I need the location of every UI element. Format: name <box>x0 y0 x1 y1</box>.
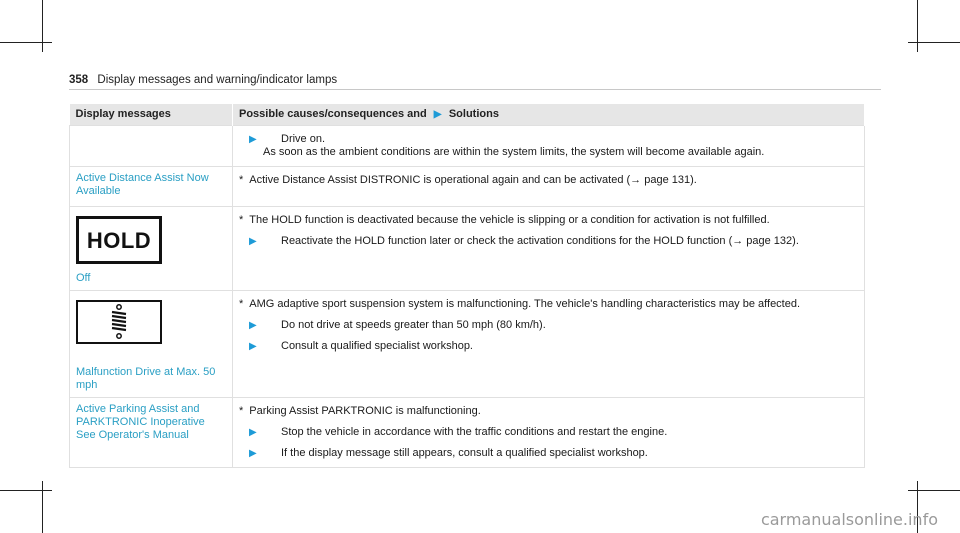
step-line: ▶ Stop the vehicle in accordance with the traffic conditions and restart the engine. <box>249 426 668 438</box>
step-arrow-icon: ▶ <box>249 427 257 438</box>
cause-line: * Parking Assist PARKTRONIC is malfunctioning. <box>239 405 481 417</box>
step-arrow-icon: ▶ <box>249 134 257 145</box>
solution-cell <box>233 167 865 207</box>
solution-cell <box>233 207 865 291</box>
step-line: ▶ Do not drive at speeds greater than 50 mph (80 km/h). <box>249 319 546 331</box>
step-arrow-icon: ▶ <box>249 320 257 331</box>
message-text: Off <box>76 272 91 284</box>
header-rule <box>69 89 881 90</box>
page-title: Display messages and warning/indicator lamps <box>97 74 338 86</box>
table-row <box>70 167 865 207</box>
step-line: ▶ Drive on. <box>249 133 326 145</box>
cause-line: * The HOLD function is deactivated because the vehicle is slipping or a condition for activation is not fulfilled. <box>239 214 770 226</box>
step-arrow-icon: ▶ <box>249 341 257 352</box>
crop-mark <box>908 490 960 491</box>
table-row <box>70 207 865 291</box>
crop-mark <box>42 0 43 52</box>
message-text: Active Distance Assist Now Available <box>76 172 209 197</box>
table-row <box>70 126 865 167</box>
step-line: ▶ Consult a qualified specialist workshop. <box>249 340 473 352</box>
cause-line: * AMG adaptive sport suspension system is malfunctioning. The vehicle's handling characteristics may be affected. <box>239 298 801 310</box>
messages-table <box>69 104 865 468</box>
crop-mark <box>917 0 918 52</box>
step-arrow-icon: ▶ <box>249 448 257 459</box>
table-row <box>70 398 865 468</box>
watermark: carmanualsonline.info <box>760 510 938 529</box>
step-arrow-icon: ▶ <box>433 109 442 120</box>
crop-mark <box>908 42 960 43</box>
step-line: ▶ If the display message still appears, consult a qualified specialist workshop. <box>249 447 648 459</box>
solution-cell <box>233 398 865 468</box>
crop-mark <box>42 481 43 533</box>
solution-cell <box>233 126 865 167</box>
plain-line: As soon as the ambient conditions are within the system limits, the system will become available again. <box>263 146 765 158</box>
table-header-row <box>70 104 865 126</box>
message-cell <box>70 398 233 468</box>
step-line: ▶ Reactivate the HOLD function later or check the activation conditions for the HOLD function (→ page 132). <box>249 235 799 247</box>
message-cell <box>70 126 233 167</box>
message-cell <box>70 167 233 207</box>
step-arrow-icon: ▶ <box>249 236 257 247</box>
message-text: Malfunction Drive at Max. 50 mph <box>76 366 216 391</box>
table-row <box>70 291 865 398</box>
cause-line: * Active Distance Assist DISTRONIC is operational again and can be activated (→ page 131). <box>239 174 697 186</box>
message-cell <box>70 207 233 291</box>
col-header-causes-solutions: Possible causes/consequences and ▶ Solutions <box>233 104 865 126</box>
message-cell <box>70 291 233 398</box>
crop-mark <box>0 490 52 491</box>
crop-mark <box>0 42 52 43</box>
hold-icon: HOLD <box>76 216 162 264</box>
solution-cell <box>233 291 865 398</box>
page-number: 358 <box>69 74 89 86</box>
page-header <box>69 74 337 86</box>
message-text: Active Parking Assist and PARKTRONIC Inoperative See Operator's Manual <box>76 403 205 441</box>
suspension-spring-icon <box>76 300 162 344</box>
col-header-display-messages: Display messages <box>70 104 233 126</box>
